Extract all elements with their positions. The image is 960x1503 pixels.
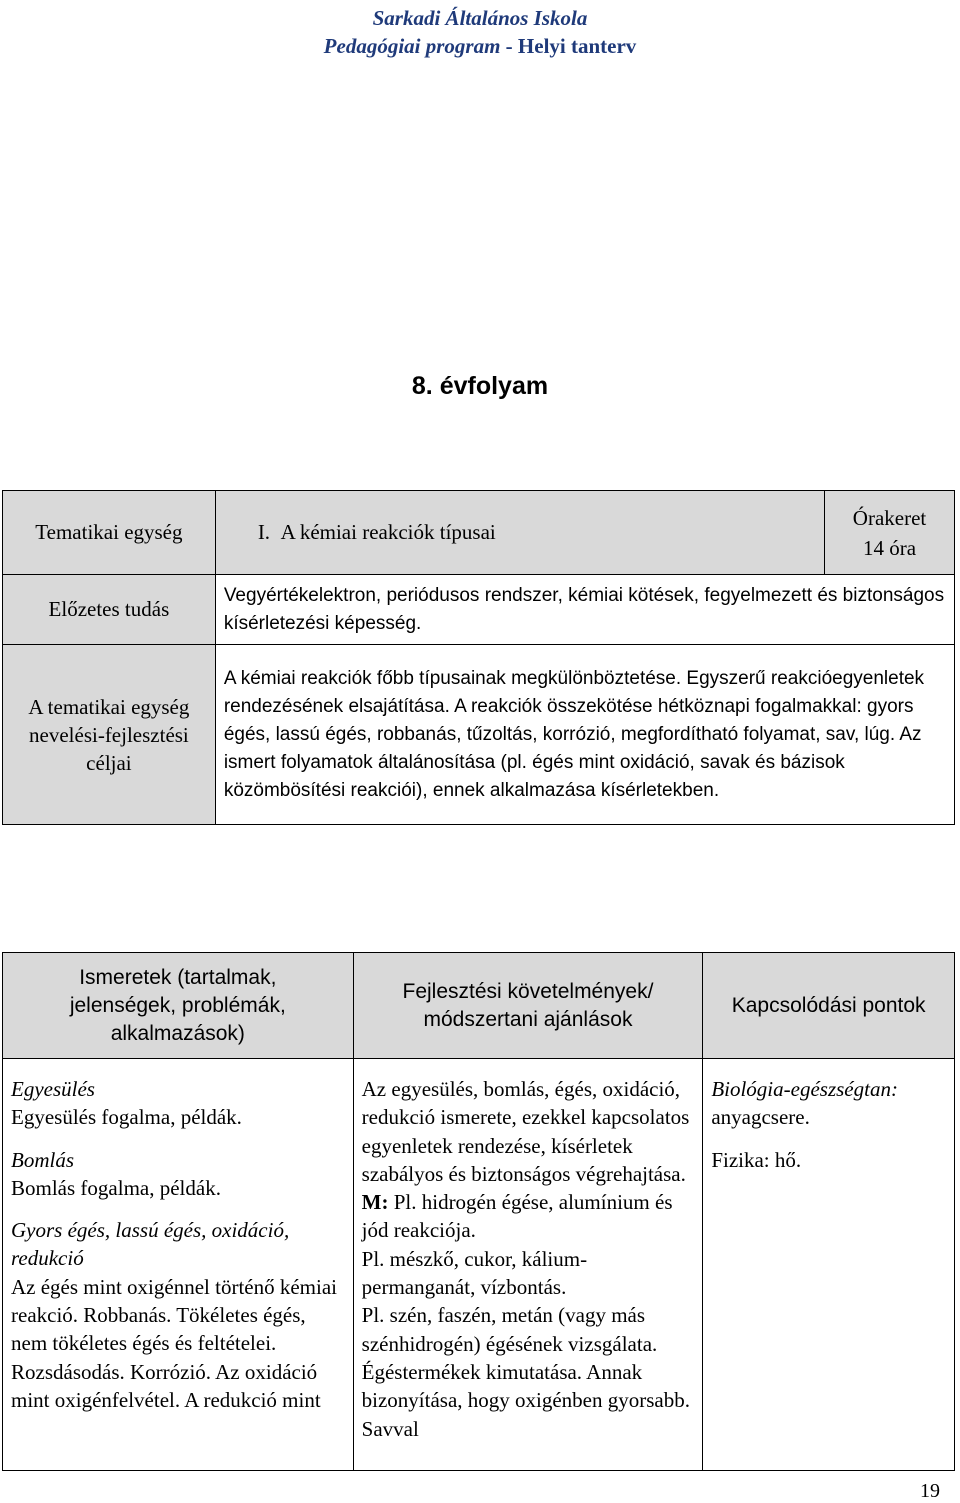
unit-number: I. [257, 520, 271, 544]
method-label: M: [361, 1190, 389, 1215]
header-separator: - [500, 34, 518, 58]
hours-label: Órakeret [852, 505, 927, 530]
knowledge-header: Ismeretek (tartalmak, jelenségek, problémák, alkalmazások) [3, 953, 354, 1059]
page-number: 19 [920, 1480, 940, 1502]
curriculum-name: Helyi tanterv [517, 34, 637, 58]
goals-label: A tematikai egység nevelési-fejlesztési céljai [3, 645, 216, 825]
grade-title: 8. évfolyam [411, 372, 549, 400]
requirement-text: Pl. szén, faszén, metán (vagy más szénhidrogén) égésének vizsgálata. Égéstermékek kimutatása. Annak bizonyítása, hogy oxigénben gyorsabb. Savval [361, 1303, 690, 1441]
goals-text: A kémiai reakciók főbb típusainak megkülönböztetése. Egyszerű reakcióegyenletek rendezésének elsajátítása. A reakciók összekötése hétköznapi fogalmakkal: gyors égés, lassú égés, robbanás, tűzoltás, korrózió, megfordítható folyamat, sav, lúg. Az ismert folyamatok általánosítása (pl. égés mint oxidáció, savak és bázisok közömbösítési reakciói), ennek alkalmazása kísérletekben. [215, 645, 954, 825]
requirements-header: Fejlesztési követelmények/ módszertani ajánlások [353, 953, 703, 1059]
method-text: Pl. hidrogén égése, alumínium és jód reakciója. [361, 1190, 673, 1243]
page-header [0, 4, 960, 60]
physics-text: Fizika: hő. [711, 1147, 802, 1172]
requirement-text: Az egyesülés, bomlás, égés, oxidáció, redukció ismerete, ezekkel kapcsolatos egyenletek rendezése, kísérletek szabályos és biztonságos végrehajtása. [361, 1077, 690, 1186]
topic-text: Bomlás fogalma, példák. [11, 1175, 221, 1200]
unit-title-cell [215, 491, 824, 575]
requirement-text: Pl. mészkő, cukor, kálium-permanganát, vízbontás. [361, 1246, 588, 1300]
topic-title: Gyors égés, lassú égés, oxidáció, redukció [11, 1218, 290, 1271]
unit-title: A kémiai reakciók típusai [280, 520, 496, 544]
prior-knowledge-text: Vegyértékelektron, periódusos rendszer, kémiai kötések, fegyelmezett és biztonságos kísérletezési képesség. [215, 575, 954, 645]
program-title [0, 32, 960, 60]
connections-cell [703, 1059, 955, 1471]
biology-label: Biológia-egészségtan: [711, 1077, 898, 1101]
school-name: Sarkadi Általános Iskola [372, 6, 588, 30]
unit-table [2, 490, 955, 825]
requirement-text [362, 1188, 695, 1245]
hours-cell [825, 491, 955, 575]
requirements-cell [353, 1059, 703, 1471]
connections-header: Kapcsolódási pontok [703, 953, 955, 1059]
unit-label: Tematikai egység [3, 491, 216, 575]
hours-value: 14 óra [862, 535, 917, 560]
knowledge-cell [3, 1059, 354, 1471]
prior-knowledge-label: Előzetes tudás [3, 575, 216, 645]
topic-title: Bomlás [11, 1147, 74, 1172]
topic-text: Egyesülés fogalma, példák. [11, 1105, 242, 1130]
content-table [2, 952, 955, 1471]
program-name: Pedagógiai program [323, 34, 501, 58]
topic-title: Egyesülés [11, 1077, 95, 1101]
topic-text: Az égés mint oxigénnel történő kémiai reakció. Robbanás. Tökéletes égés, nem tökéletes égés és feltételei. Rozsdásodás. Korrózió. Az oxidáció mint oxigénfelvétel. A redukció mint [11, 1274, 337, 1412]
biology-text: anyagcsere. [711, 1105, 810, 1130]
